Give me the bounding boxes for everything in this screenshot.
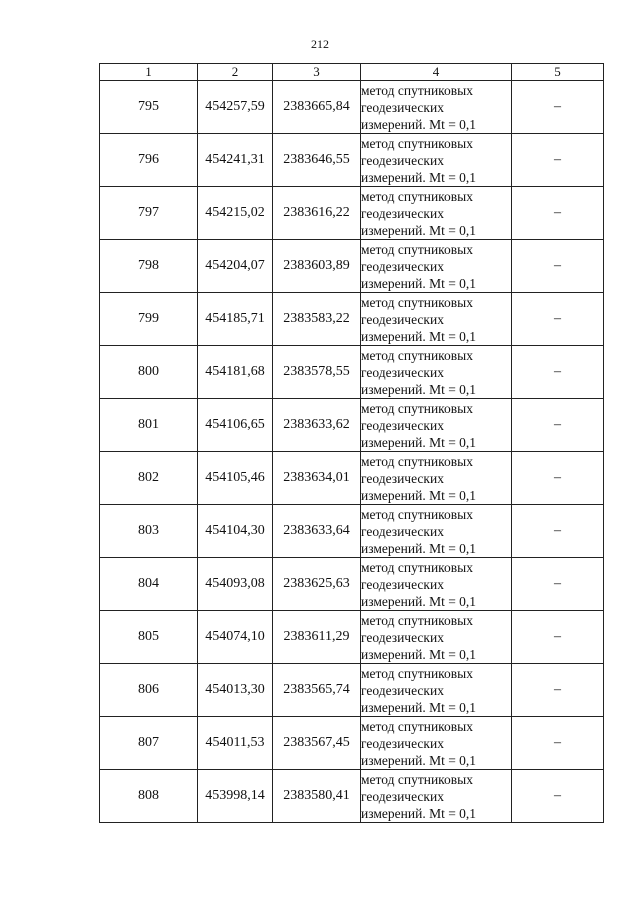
x-coordinate-cell: 454104,30: [198, 505, 273, 558]
y-coordinate-cell: 2383616,22: [273, 187, 361, 240]
dash-cell: –: [512, 664, 604, 717]
point-number-cell: 804: [100, 558, 198, 611]
y-coordinate-cell: 2383583,22: [273, 293, 361, 346]
y-coordinate-cell: 2383665,84: [273, 81, 361, 134]
point-number-cell: 798: [100, 240, 198, 293]
table-header-row: [100, 64, 604, 81]
table-row: [100, 346, 604, 399]
method-text-line: метод спутниковых: [361, 294, 473, 310]
table-row: [100, 452, 604, 505]
table-body: [100, 81, 604, 823]
point-number-cell: 800: [100, 346, 198, 399]
method-text-line: метод спутниковых: [361, 241, 473, 257]
method-text-line: измерений. Mt = 0,1: [361, 699, 477, 715]
method-text-line: метод спутниковых: [361, 718, 473, 734]
y-coordinate-cell: 2383611,29: [273, 611, 361, 664]
method-text-line: измерений. Mt = 0,1: [361, 275, 477, 291]
method-text-line: метод спутниковых: [361, 400, 473, 416]
method-text-line: геодезических: [361, 629, 444, 645]
method-text-line: метод спутниковых: [361, 135, 473, 151]
y-coordinate-cell: 2383633,64: [273, 505, 361, 558]
dash-cell: –: [512, 134, 604, 187]
x-coordinate-cell: 454215,02: [198, 187, 273, 240]
table-row: [100, 187, 604, 240]
method-text-line: геодезических: [361, 523, 444, 539]
y-coordinate-cell: 2383567,45: [273, 717, 361, 770]
method-text-line: геодезических: [361, 364, 444, 380]
column-header-3: 3: [273, 64, 361, 81]
y-coordinate-cell: 2383565,74: [273, 664, 361, 717]
table-row: [100, 558, 604, 611]
dash-cell: –: [512, 717, 604, 770]
method-text-line: геодезических: [361, 258, 444, 274]
method-text-line: геодезических: [361, 735, 444, 751]
table-row: [100, 611, 604, 664]
point-number-cell: 795: [100, 81, 198, 134]
method-cell: [361, 611, 512, 664]
method-cell: [361, 187, 512, 240]
method-text-line: измерений. Mt = 0,1: [361, 222, 477, 238]
x-coordinate-cell: 454011,53: [198, 717, 273, 770]
dash-cell: –: [512, 505, 604, 558]
column-header-2: 2: [198, 64, 273, 81]
method-text-line: измерений. Mt = 0,1: [361, 434, 477, 450]
x-coordinate-cell: 454074,10: [198, 611, 273, 664]
method-text-line: измерений. Mt = 0,1: [361, 805, 477, 821]
method-cell: [361, 399, 512, 452]
column-header-4: 4: [361, 64, 512, 81]
method-text-line: геодезических: [361, 470, 444, 486]
x-coordinate-cell: 454105,46: [198, 452, 273, 505]
x-coordinate-cell: 453998,14: [198, 770, 273, 823]
method-cell: [361, 293, 512, 346]
method-cell: [361, 346, 512, 399]
point-number-cell: 803: [100, 505, 198, 558]
method-text-line: метод спутниковых: [361, 612, 473, 628]
x-coordinate-cell: 454241,31: [198, 134, 273, 187]
method-text-line: метод спутниковых: [361, 82, 473, 98]
method-text-line: измерений. Mt = 0,1: [361, 381, 477, 397]
coordinates-table: [99, 63, 604, 823]
x-coordinate-cell: 454093,08: [198, 558, 273, 611]
x-coordinate-cell: 454204,07: [198, 240, 273, 293]
dash-cell: –: [512, 399, 604, 452]
table-row: [100, 293, 604, 346]
point-number-cell: 797: [100, 187, 198, 240]
x-coordinate-cell: 454106,65: [198, 399, 273, 452]
y-coordinate-cell: 2383578,55: [273, 346, 361, 399]
dash-cell: –: [512, 293, 604, 346]
point-number-cell: 799: [100, 293, 198, 346]
method-text-line: геодезических: [361, 417, 444, 433]
method-text-line: измерений. Mt = 0,1: [361, 752, 477, 768]
method-text-line: геодезических: [361, 311, 444, 327]
method-text-line: метод спутниковых: [361, 559, 473, 575]
method-cell: [361, 558, 512, 611]
dash-cell: –: [512, 770, 604, 823]
point-number-cell: 802: [100, 452, 198, 505]
method-cell: [361, 664, 512, 717]
method-cell: [361, 452, 512, 505]
method-text-line: измерений. Mt = 0,1: [361, 540, 477, 556]
y-coordinate-cell: 2383603,89: [273, 240, 361, 293]
x-coordinate-cell: 454181,68: [198, 346, 273, 399]
method-text-line: метод спутниковых: [361, 347, 473, 363]
table-row: [100, 240, 604, 293]
method-text-line: геодезических: [361, 152, 444, 168]
method-text-line: измерений. Mt = 0,1: [361, 487, 477, 503]
method-cell: [361, 717, 512, 770]
point-number-cell: 801: [100, 399, 198, 452]
point-number-cell: 806: [100, 664, 198, 717]
method-text-line: измерений. Mt = 0,1: [361, 328, 477, 344]
point-number-cell: 796: [100, 134, 198, 187]
y-coordinate-cell: 2383633,62: [273, 399, 361, 452]
y-coordinate-cell: 2383646,55: [273, 134, 361, 187]
method-text-line: геодезических: [361, 205, 444, 221]
y-coordinate-cell: 2383580,41: [273, 770, 361, 823]
method-text-line: измерений. Mt = 0,1: [361, 116, 477, 132]
method-text-line: метод спутниковых: [361, 771, 473, 787]
page-number: 212: [311, 37, 329, 51]
method-text-line: измерений. Mt = 0,1: [361, 646, 477, 662]
method-text-line: метод спутниковых: [361, 665, 473, 681]
method-text-line: геодезических: [361, 788, 444, 804]
method-cell: [361, 505, 512, 558]
table-row: [100, 505, 604, 558]
column-header-1: 1: [100, 64, 198, 81]
y-coordinate-cell: 2383634,01: [273, 452, 361, 505]
method-text-line: метод спутниковых: [361, 453, 473, 469]
method-text-line: метод спутниковых: [361, 506, 473, 522]
method-cell: [361, 770, 512, 823]
method-cell: [361, 81, 512, 134]
method-text-line: геодезических: [361, 99, 444, 115]
point-number-cell: 805: [100, 611, 198, 664]
table-row: [100, 134, 604, 187]
point-number-cell: 808: [100, 770, 198, 823]
table-row: [100, 770, 604, 823]
method-text-line: метод спутниковых: [361, 188, 473, 204]
dash-cell: –: [512, 240, 604, 293]
dash-cell: –: [512, 611, 604, 664]
method-text-line: геодезических: [361, 576, 444, 592]
method-text-line: измерений. Mt = 0,1: [361, 593, 477, 609]
column-header-5: 5: [512, 64, 604, 81]
x-coordinate-cell: 454257,59: [198, 81, 273, 134]
dash-cell: –: [512, 187, 604, 240]
table-row: [100, 717, 604, 770]
dash-cell: –: [512, 346, 604, 399]
method-text-line: геодезических: [361, 682, 444, 698]
y-coordinate-cell: 2383625,63: [273, 558, 361, 611]
dash-cell: –: [512, 452, 604, 505]
dash-cell: –: [512, 81, 604, 134]
point-number-cell: 807: [100, 717, 198, 770]
method-cell: [361, 134, 512, 187]
method-text-line: измерений. Mt = 0,1: [361, 169, 477, 185]
dash-cell: –: [512, 558, 604, 611]
x-coordinate-cell: 454013,30: [198, 664, 273, 717]
method-cell: [361, 240, 512, 293]
x-coordinate-cell: 454185,71: [198, 293, 273, 346]
table-row: [100, 399, 604, 452]
table-row: [100, 81, 604, 134]
table-row: [100, 664, 604, 717]
